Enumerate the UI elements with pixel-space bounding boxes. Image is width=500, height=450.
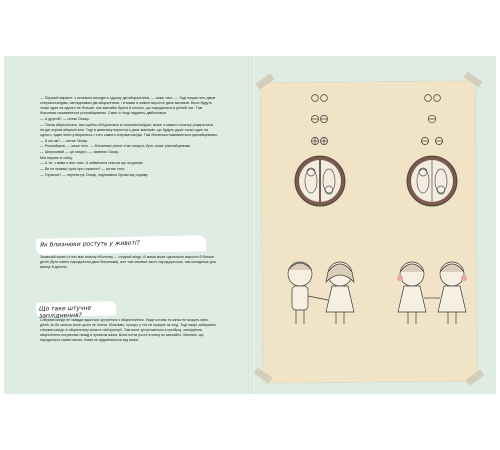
children-identical — [397, 262, 467, 324]
heading-highlight — [36, 235, 206, 255]
left-page — [4, 56, 250, 394]
story-paragraph: — Різнояйцеві, — каже тато. — Близнюки різної статі можуть бути лише різнояйцевими. — [40, 144, 192, 149]
story-paragraph: — Також яйцеклітина, яка щойно об'єдналася зі сперматозоїдом, може з самого початку розділитися на дві окремі яйцеклітини. Тоді в животику виростуть двоє малюків, що будуть дуже схожі один на одного, адже вони утворилися з того самого сперматозоїда. Такі близнюки називаються однояйцевими. — [40, 122, 218, 137]
egg-cell — [312, 95, 319, 102]
fact-twins-grow: Зазвичай кожен із них має власну оболонку — плідний міхур. В мами може одночасно вирости й більше дітей (бути навіть народження двох близнюків), але такі малюки часто народжуються, там складніше для матері й дитини. — [40, 255, 216, 269]
story-paragraph: — А другий? — питає Оскар. — [40, 116, 90, 121]
womb-identical — [407, 156, 457, 206]
story-paragraph: — А ти, з вами я все таке. А займатися сексом ще огидніше. — [40, 161, 144, 166]
book-spread — [4, 56, 496, 394]
children-fraternal — [288, 262, 354, 324]
story-paragraph: — А ми які? — питає Оскар. — [40, 138, 89, 143]
egg-cell — [425, 95, 432, 102]
story-paragraph: — Гормони? — перепитує Оскар, піднімаючи брови від подиву. — [40, 172, 149, 177]
egg-cell — [321, 95, 328, 102]
heading-twins-grow: Як близнюки ростуть у животі? — [39, 239, 140, 249]
twins-illustration — [250, 56, 496, 394]
right-page — [250, 56, 496, 394]
heading-highlight-2 — [36, 301, 116, 320]
story-paragraph: Мія пирхає зі сміху. — [40, 155, 73, 160]
story-paragraph: — Шлунковий — це огидно, — заявляє Оскар. — [40, 149, 120, 154]
womb-fraternal — [295, 156, 345, 206]
story-text — [40, 96, 218, 178]
fact-ivf: Сперматозоїди не завжди вдається зустрітися з яйцеклітиною. Іноді чоловік та жінка не можуть мати дітей, як би сильно вони цього не хотіли. Можливо, процес у тілі не працює як слід. Тоді лікарі забирають сперматозоїди зі яйцеклітину жінки в лабораторії. Там вони зустрічаються в пробірці, запліднена яйцеклітина потрапляє назад в організм жінки. Вона потім росте в матці як звичайно. Малюки, що народилися таким чином, нічим не відрізняються від інших. — [40, 318, 217, 342]
egg-cell — [434, 95, 441, 102]
story-paragraph: — Перший варіант: з печінкою виходить одразу дві яйцеклітини, — каже тато. — Тоді пощастить двом сперматозоїдам, запліднивши дві яйцеклітини, і в мами в животі виросте двоє малюків. Вони будуть схожі один на одного не більше, ніж звичайні брати й сестри, що народилися в різний час. Такі близнюки називаються різнояйцевими. Саме їх іноді надають двійнятами. — [40, 96, 216, 116]
story-paragraph: — Ви не можеш чули про гормони? — питає тато. — [40, 166, 126, 171]
heading-ivf: Що таке штучне запліднення? — [38, 304, 92, 320]
